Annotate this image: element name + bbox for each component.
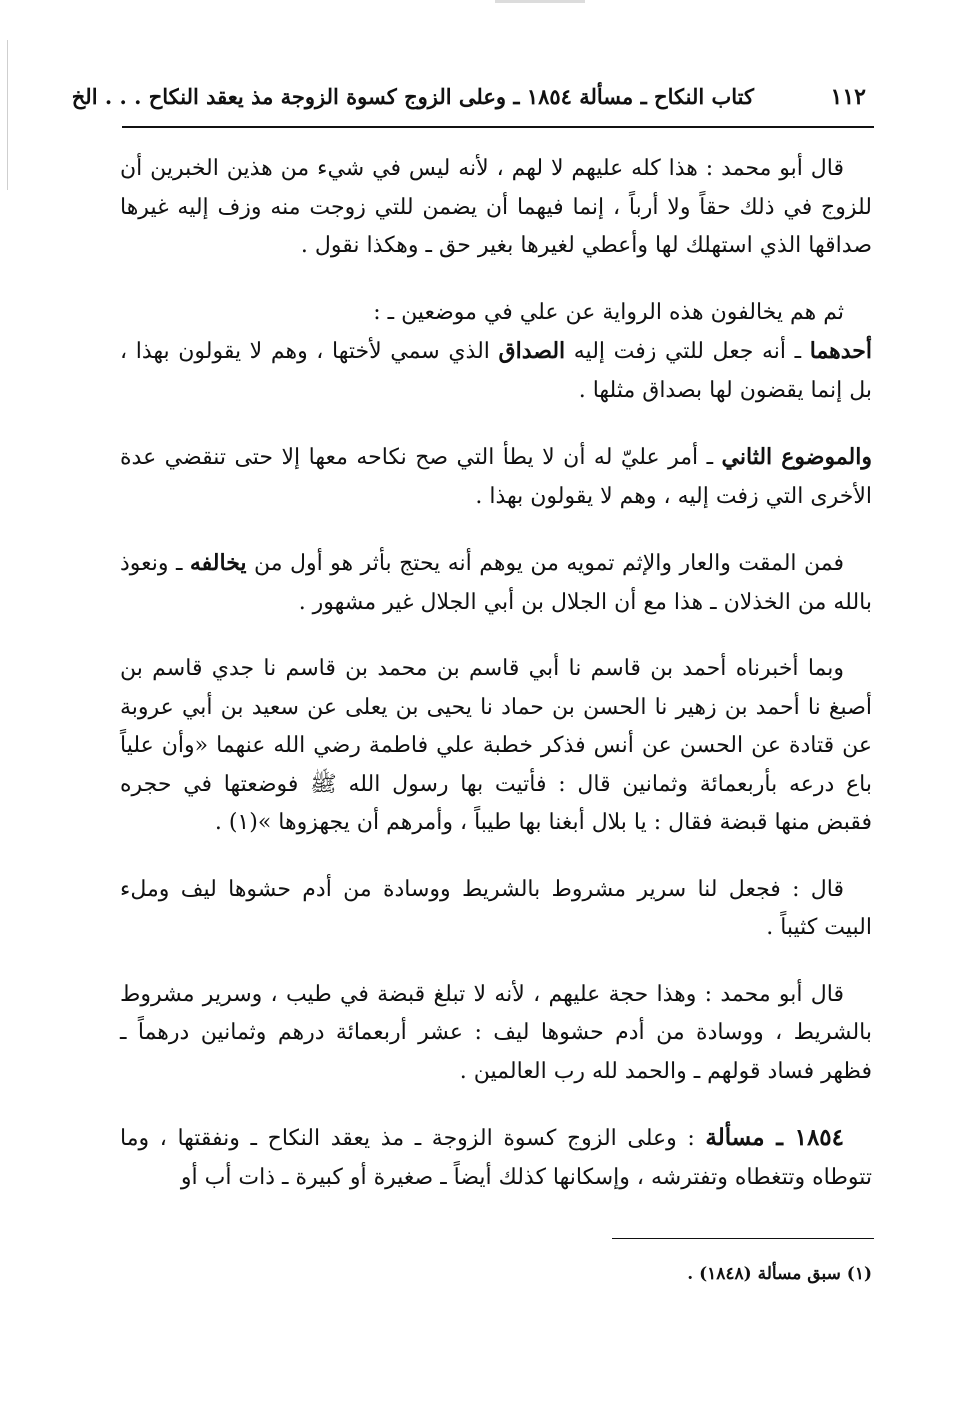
page-number: ١١٢ [830, 84, 866, 110]
bold-term-ahaduhuma: أحدهما [809, 338, 872, 364]
footnote-divider [612, 1238, 874, 1239]
bold-term-sadaq: الصداق [498, 338, 566, 364]
bold-term-second-place: والموضوع الثاني [721, 444, 872, 470]
paragraph-4-rest: ـ أمر عليّ له أن لا يطأ التي صح نكاحه معها إلا حتى تنقضي عدة الأخرى التي زفت إليه ، وهم لا يقولون بهذا . [120, 445, 872, 509]
footnote: (١) سبق مسألة (١٨٤٨) . [687, 1264, 872, 1284]
paragraph-9-rest: : وعلى الزوج كسوة الزوجة ـ مذ يعقد النكاح ـ ونفقتها ، وما تتوطاه وتتغطاه وتفترشه ، وإسكانها كذلك أيضاً ـ صغيرة أو كبيرة ـ ذات أب أو [120, 1126, 872, 1190]
paragraph-3-mid: ـ أنه جعل للتي زفت إليه [565, 339, 810, 364]
paragraph-3 [120, 332, 872, 410]
paragraph-1: قال أبو محمد : هذا كله عليهم لا لهم ، لأنه ليس في شيء من هذين الخبرين أن للزوج في ذلك حقاً ولا أرباً ، إنما فيهما أن يضمن للتي زوجت منه وزف إليه غيرها صداقها الذي استهلك لها وأعطي لغيرها بغير حق ـ وهكذا نقول . [120, 156, 872, 258]
paragraph-7: قال : فجعل لنا سرير مشروط بالشريط ووسادة من أدم حشوها ليف وملء البيت كثيباً . [120, 876, 872, 940]
main-text [120, 150, 872, 1225]
paragraph-3-end: الذي سمي لأختها ، وهم لا يقولون بهذا ، بل إنما يقضون لها بصداق مثلها . [120, 339, 872, 403]
paragraph-4 [120, 438, 872, 516]
bold-term-yukhalifuhu: يخالفه [189, 550, 247, 576]
page-header [71, 78, 874, 128]
scan-top-mark [495, 0, 585, 3]
paragraph-5-end: ـ ونعوذ بالله من الخذلان ـ هذا مع أن الجلال بن أبي الجلال غير مشهور . [120, 551, 872, 615]
paragraph-9 [120, 1119, 872, 1197]
issue-number: ١٨٥٤ ـ مسألة [705, 1124, 845, 1151]
paragraph-2: ثم هم يخالفون هذه الرواية عن علي في موضعين ـ : [373, 299, 844, 325]
paragraph-8: قال أبو محمد : وهذا حجة عليهم ، لأنه لا تبلغ قبضة في طيب ، وسرير مشروط بالشريط ، ووسادة من أدم حشوها ليف : عشر أربعمائة درهم وثمانين درهماً ـ فظهر فساد قولهم ـ والحمد لله رب العالمين . [120, 981, 872, 1084]
running-title: كتاب النكاح ـ مسألة ١٨٥٤ ـ وعلى الزوج كسوة الزوجة مذ يعقد النكاح . . . الخ [71, 84, 754, 109]
paragraph-5 [120, 544, 872, 622]
paragraph-5-start: فمن المقت والعار والإثم تمويه من يوهم أنه يحتج بأثر هو أول من [246, 551, 844, 576]
binding-gutter-line [7, 40, 8, 190]
paragraph-6: وبما أخبرناه أحمد بن قاسم نا أبي قاسم بن محمد بن قاسم نا جدي قاسم بن أصبغ نا أحمد بن زهير نا الحسن بن حماد نا يحيى بن يعلى عن سعيد بن أبي عروبة عن قتادة عن الحسن عن أنس فذكر خطبة علي فاطمة رضي الله عنهما «وأن علياً باع درعه بأربعمائة وثمانين قال : فأتيت بها رسول الله ﷺ فوضعتها في حجره فقبض منها قبضة فقال : يا بلال أبغنا بها طيباً ، وأمرهم أن يجهزوها »(١) . [120, 656, 872, 835]
